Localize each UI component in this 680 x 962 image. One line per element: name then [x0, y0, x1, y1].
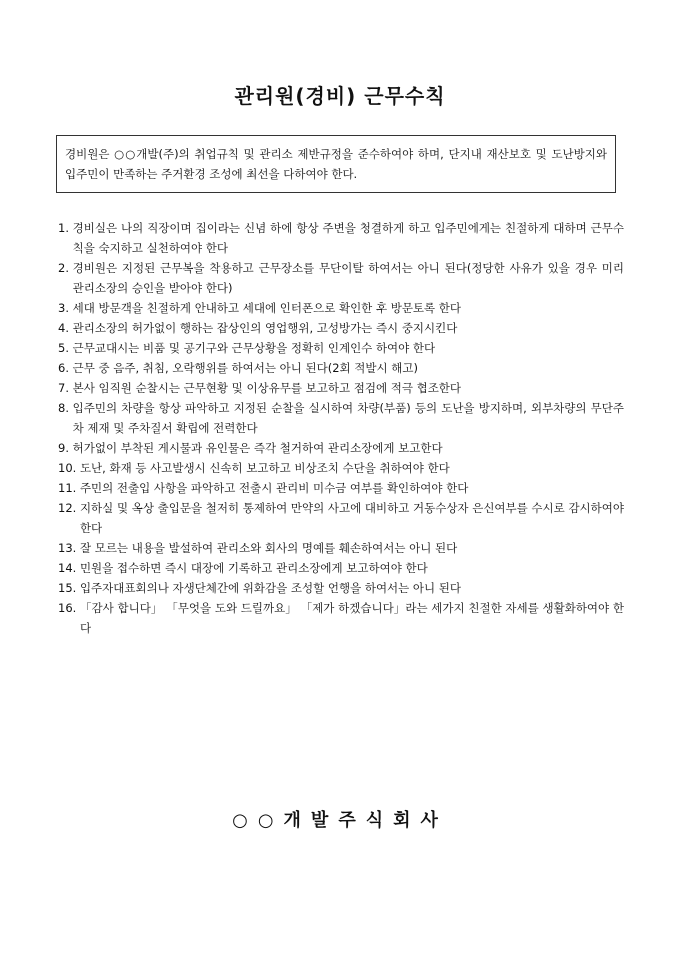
rule-number: 13.	[58, 541, 77, 555]
rule-number: 5.	[58, 341, 69, 355]
rule-item	[58, 298, 624, 318]
rule-item	[58, 358, 624, 378]
intro-box	[56, 135, 616, 193]
rule-item	[58, 378, 624, 398]
rule-item	[58, 598, 624, 638]
rule-number: 3.	[58, 301, 69, 315]
rule-number: 8.	[58, 401, 69, 415]
rule-item	[58, 478, 624, 498]
rule-text: 근무 중 음주, 취침, 오락행위를 하여서는 아니 된다(2회 적발시 해고)	[72, 361, 418, 375]
rule-number: 12.	[58, 501, 77, 515]
rule-text: 경비원은 지정된 근무복을 착용하고 근무장소를 무단이탈 하여서는 아니 된다(정당한 사유가 있을 경우 미리 관리소장의 승인을 받아야 한다)	[72, 261, 624, 295]
rule-text: 세대 방문객을 친절하게 안내하고 세대에 인터폰으로 확인한 후 방문토록 한다	[72, 301, 462, 315]
rule-item	[58, 578, 624, 598]
rule-text: 민원을 접수하면 즉시 대장에 기록하고 관리소장에게 보고하여야 한다	[79, 561, 428, 575]
rule-number: 9.	[58, 441, 69, 455]
company-name: ○○개발주식회사	[232, 810, 448, 831]
rules-list	[58, 218, 624, 638]
rule-number: 6.	[58, 361, 69, 375]
rule-number: 2.	[58, 261, 69, 275]
rule-text: 지하실 및 옥상 출입문을 철저히 통제하여 만약의 사고에 대비하고 거동수상자 은신여부를 수시로 감시하여야 한다	[79, 501, 624, 535]
rule-text: 허가없이 부착된 게시물과 유인물은 즉각 철거하여 관리소장에게 보고한다	[72, 441, 443, 455]
rule-text: 본사 임직원 순찰시는 근무현황 및 이상유무를 보고하고 점검에 적극 협조한다	[72, 381, 462, 395]
rule-item	[58, 258, 624, 298]
rule-text: 입주자대표회의나 자생단체간에 위화감을 조성할 언행을 하여서는 아니 된다	[79, 581, 462, 595]
rule-item	[58, 398, 624, 438]
rule-item	[58, 318, 624, 338]
rule-text: 입주민의 차량을 항상 파악하고 지정된 순찰을 실시하여 차량(부품) 등의 도난을 방지하며, 외부차량의 무단주차 제재 및 주차질서 확립에 전력한다	[72, 401, 624, 435]
rule-item	[58, 338, 624, 358]
intro-text: 경비원은 ○○개발(주)의 취업규칙 및 관리소 제반규정을 준수하여야 하며, 단지내 재산보호 및 도난방지와 입주민이 만족하는 주거환경 조성에 최선을 다하여야 한다.	[65, 147, 607, 181]
rule-number: 14.	[58, 561, 77, 575]
rule-number: 16.	[58, 601, 77, 615]
rule-number: 1.	[58, 221, 69, 235]
rule-text: 잘 모르는 내용을 발설하여 관리소와 회사의 명예를 훼손하여서는 아니 된다	[79, 541, 458, 555]
rule-number: 11.	[58, 481, 77, 495]
rule-text: 주민의 전출입 사항을 파악하고 전출시 관리비 미수금 여부를 확인하여야 한다	[79, 481, 469, 495]
rule-item	[58, 218, 624, 258]
rule-number: 15.	[58, 581, 77, 595]
rule-number: 7.	[58, 381, 69, 395]
document-title: 관리원(경비) 근무수칙	[234, 84, 446, 108]
rule-item	[58, 538, 624, 558]
rule-text: 도난, 화재 등 사고발생시 신속히 보고하고 비상조치 수단을 취하여야 한다	[79, 461, 450, 475]
rule-item	[58, 558, 624, 578]
rule-text: 경비실은 나의 직장이며 집이라는 신념 하에 항상 주변을 청결하게 하고 입주민에게는 친절하게 대하며 근무수칙을 숙지하고 실천하여야 한다	[72, 221, 624, 255]
rule-number: 4.	[58, 321, 69, 335]
rule-text: 「감사 합니다」 「무엇을 도와 드릴까요」 「제가 하겠습니다」라는 세가지 친절한 자세를 생활화하여야 한다	[79, 601, 624, 635]
rule-text: 근무교대시는 비품 및 공기구와 근무상황을 정확히 인계인수 하여야 한다	[72, 341, 436, 355]
rule-item	[58, 458, 624, 478]
rule-item	[58, 438, 624, 458]
rule-number: 10.	[58, 461, 77, 475]
rule-text: 관리소장의 허가없이 행하는 잡상인의 영업행위, 고성방가는 즉시 중지시킨다	[72, 321, 458, 335]
rule-item	[58, 498, 624, 538]
